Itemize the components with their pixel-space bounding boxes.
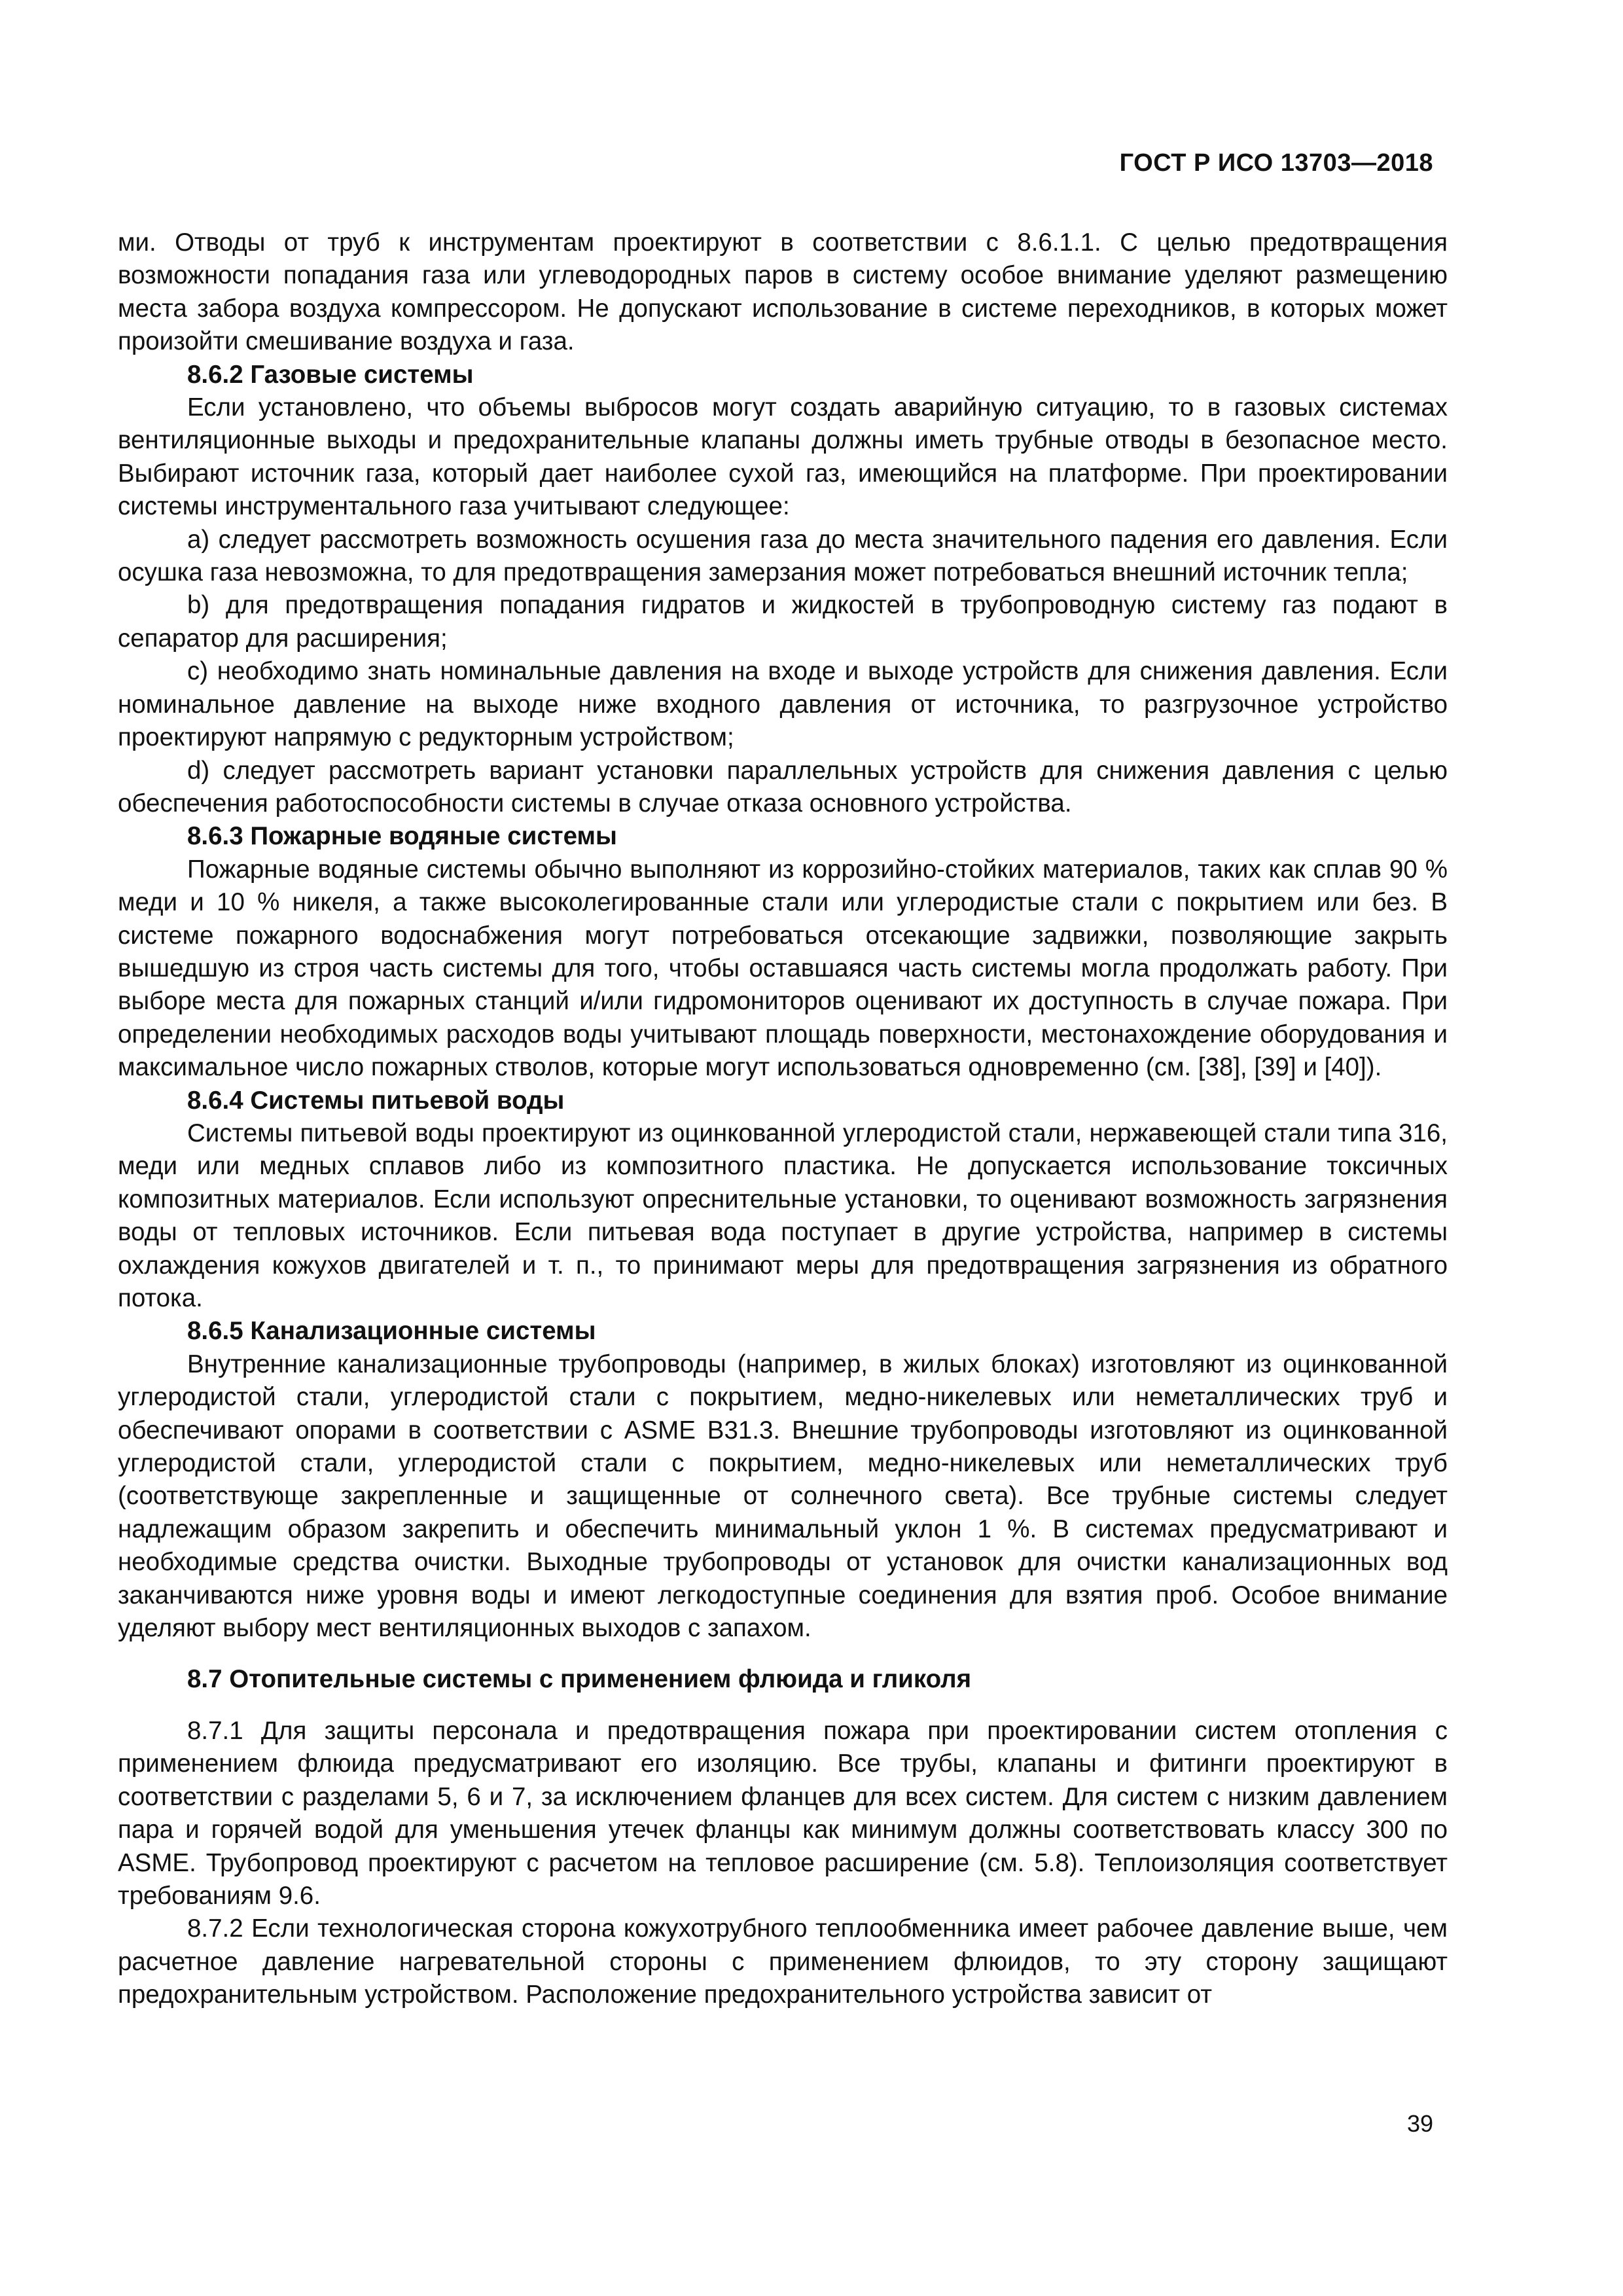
paragraph-8-7-1: 8.7.1 Для защиты персонала и предотвращения пожара при проектировании систем отопления с применением флюида предусматривают его изоляцию. Все трубы, клапаны и фитинги проектируют в соответствии с разделами 5, 6 и 7, за исключением фланцев для всех систем. Для систем с низким давлением пара и горячей водой для уменьшения утечек фланцы как минимум должны соответствовать классу 300 по ASME. Трубопровод проектируют с расчетом на тепловое расширение (см. 5.8). Теплоизоляция соответствует требованиям 9.6. — [118, 1716, 1448, 1910]
list-item-b: b) для предотвращения попадания гидратов и жидкостей в трубопроводную систему газ подают в сепаратор для расширения; — [118, 591, 1448, 653]
paragraph-gas-systems: Если установлено, что объемы выбросов могут создать аварийную ситуацию, то в газовых системах вентиляционные выходы и предохранительные клапаны должны иметь трубные отводы в безопасное место. Выбирают источник газа, который дает наиболее сухой газ, имеющийся на платформе. При проектировании системы инструментального газа учитывают следующее: — [118, 393, 1448, 521]
paragraph-potable-water: Системы питьевой воды проектируют из оцинкованной углеродистой стали, нержавеющей стали типа 316, меди или медных сплавов либо из композитного пластика. Не допускается использование токсичных композитных материалов. Если используют опреснительные установки, то оценивают возможность загрязнения воды от тепловых источников. Если питьевая вода поступает в другие устройства, например в системы охлаждения кожухов двигателей и т. п., то принимают меры для предотвращения загрязнения из обратного потока. — [118, 1119, 1448, 1312]
section-heading-8-6-3: 8.6.3 Пожарные водяные системы — [187, 822, 617, 851]
standard-header: ГОСТ Р ИСО 13703—2018 — [1119, 149, 1433, 177]
paragraph-fire-water: Пожарные водяные системы обычно выполняют из коррозийно-стойких материалов, таких как сплав 90 % меди и 10 % никеля, а также высоколегированные стали или углеродистые стали с покрытием или без. В системе пожарного водоснабжения могут потребоваться отсекающие задвижки, позволяющие закрыть вышедшую из строя часть системы для того, чтобы оставшаяся часть системы могла продолжать работу. При выборе места для пожарных станций и/или гидромониторов оценивают их доступность в случае пожара. При определении необходимых расходов воды учитывают площадь поверхности, местонахождение оборудования и максимальное число пожарных стволов, которые могут использоваться одновременно (см. [38], [39] и [40]). — [118, 855, 1448, 1082]
section-heading-8-6-2: 8.6.2 Газовые системы — [187, 360, 474, 389]
list-item-c: с) необходимо знать номинальные давления на входе и выходе устройств для снижения давления. Если номинальное давление на выходе ниже входного давления от источника, то разгрузочное устройство проектируют напрямую с редукторным устройством; — [118, 657, 1448, 752]
document-body — [118, 226, 1448, 2012]
paragraph-sewage: Внутренние канализационные трубопроводы (например, в жилых блоках) изготовляют из оцинкованной углеродистой стали, углеродистой стали с покрытием, медно-никелевых или неметаллических труб и обеспечивают опорами в соответствии с ASME B31.3. Внешние трубопроводы изготовляют из оцинкованной углеродистой стали, углеродистой стали с покрытием, медно-никелевых или неметаллических труб (соответствующе закрепленные и защищенные от солнечного света). Все трубные системы следует надлежащим образом закрепить и обеспечить минимальный уклон 1 %. В системах предусматривают и необходимые средства очистки. Выходные трубопроводы от установок для очистки канализационных вод заканчиваются ниже уровня воды и имеют легкодоступные соединения для взятия проб. Особое внимание уделяют выбору мест вентиляционных выходов с запахом. — [118, 1350, 1448, 1643]
paragraph-8-7-2: 8.7.2 Если технологическая сторона кожухотрубного теплообменника имеет рабочее давление выше, чем расчетное давление нагревательной стороны с применением флюидов, то эту сторону защищают предохранительным устройством. Расположение предохранительного устройства зависит от — [118, 1914, 1448, 2009]
paragraph-continuation: ми. Отводы от труб к инструментам проектируют в соответствии с 8.6.1.1. С целью предотвращения возможности попадания газа или углеводородных паров в систему особое внимание уделяют размещению места забора воздуха компрессором. Не допускают использование в системе переходников, в которых может произойти смешивание воздуха и газа. — [118, 228, 1448, 356]
page-number: 39 — [1406, 2110, 1433, 2137]
section-heading-8-7: 8.7 Отопительные системы с применением флюида и гликоля — [187, 1665, 972, 1694]
list-item-a: а) следует рассмотреть возможность осушения газа до места значительного падения его давления. Если осушка газа невозможна, то для предотвращения замерзания может потребоваться внешний источник тепла; — [118, 525, 1448, 587]
section-heading-8-6-4: 8.6.4 Системы питьевой воды — [187, 1086, 565, 1115]
list-item-d: d) следует рассмотреть вариант установки параллельных устройств для снижения давления с целью обеспечения работоспособности системы в случае отказа основного устройства. — [118, 756, 1448, 817]
section-heading-8-6-5: 8.6.5 Канализационные системы — [187, 1317, 596, 1346]
